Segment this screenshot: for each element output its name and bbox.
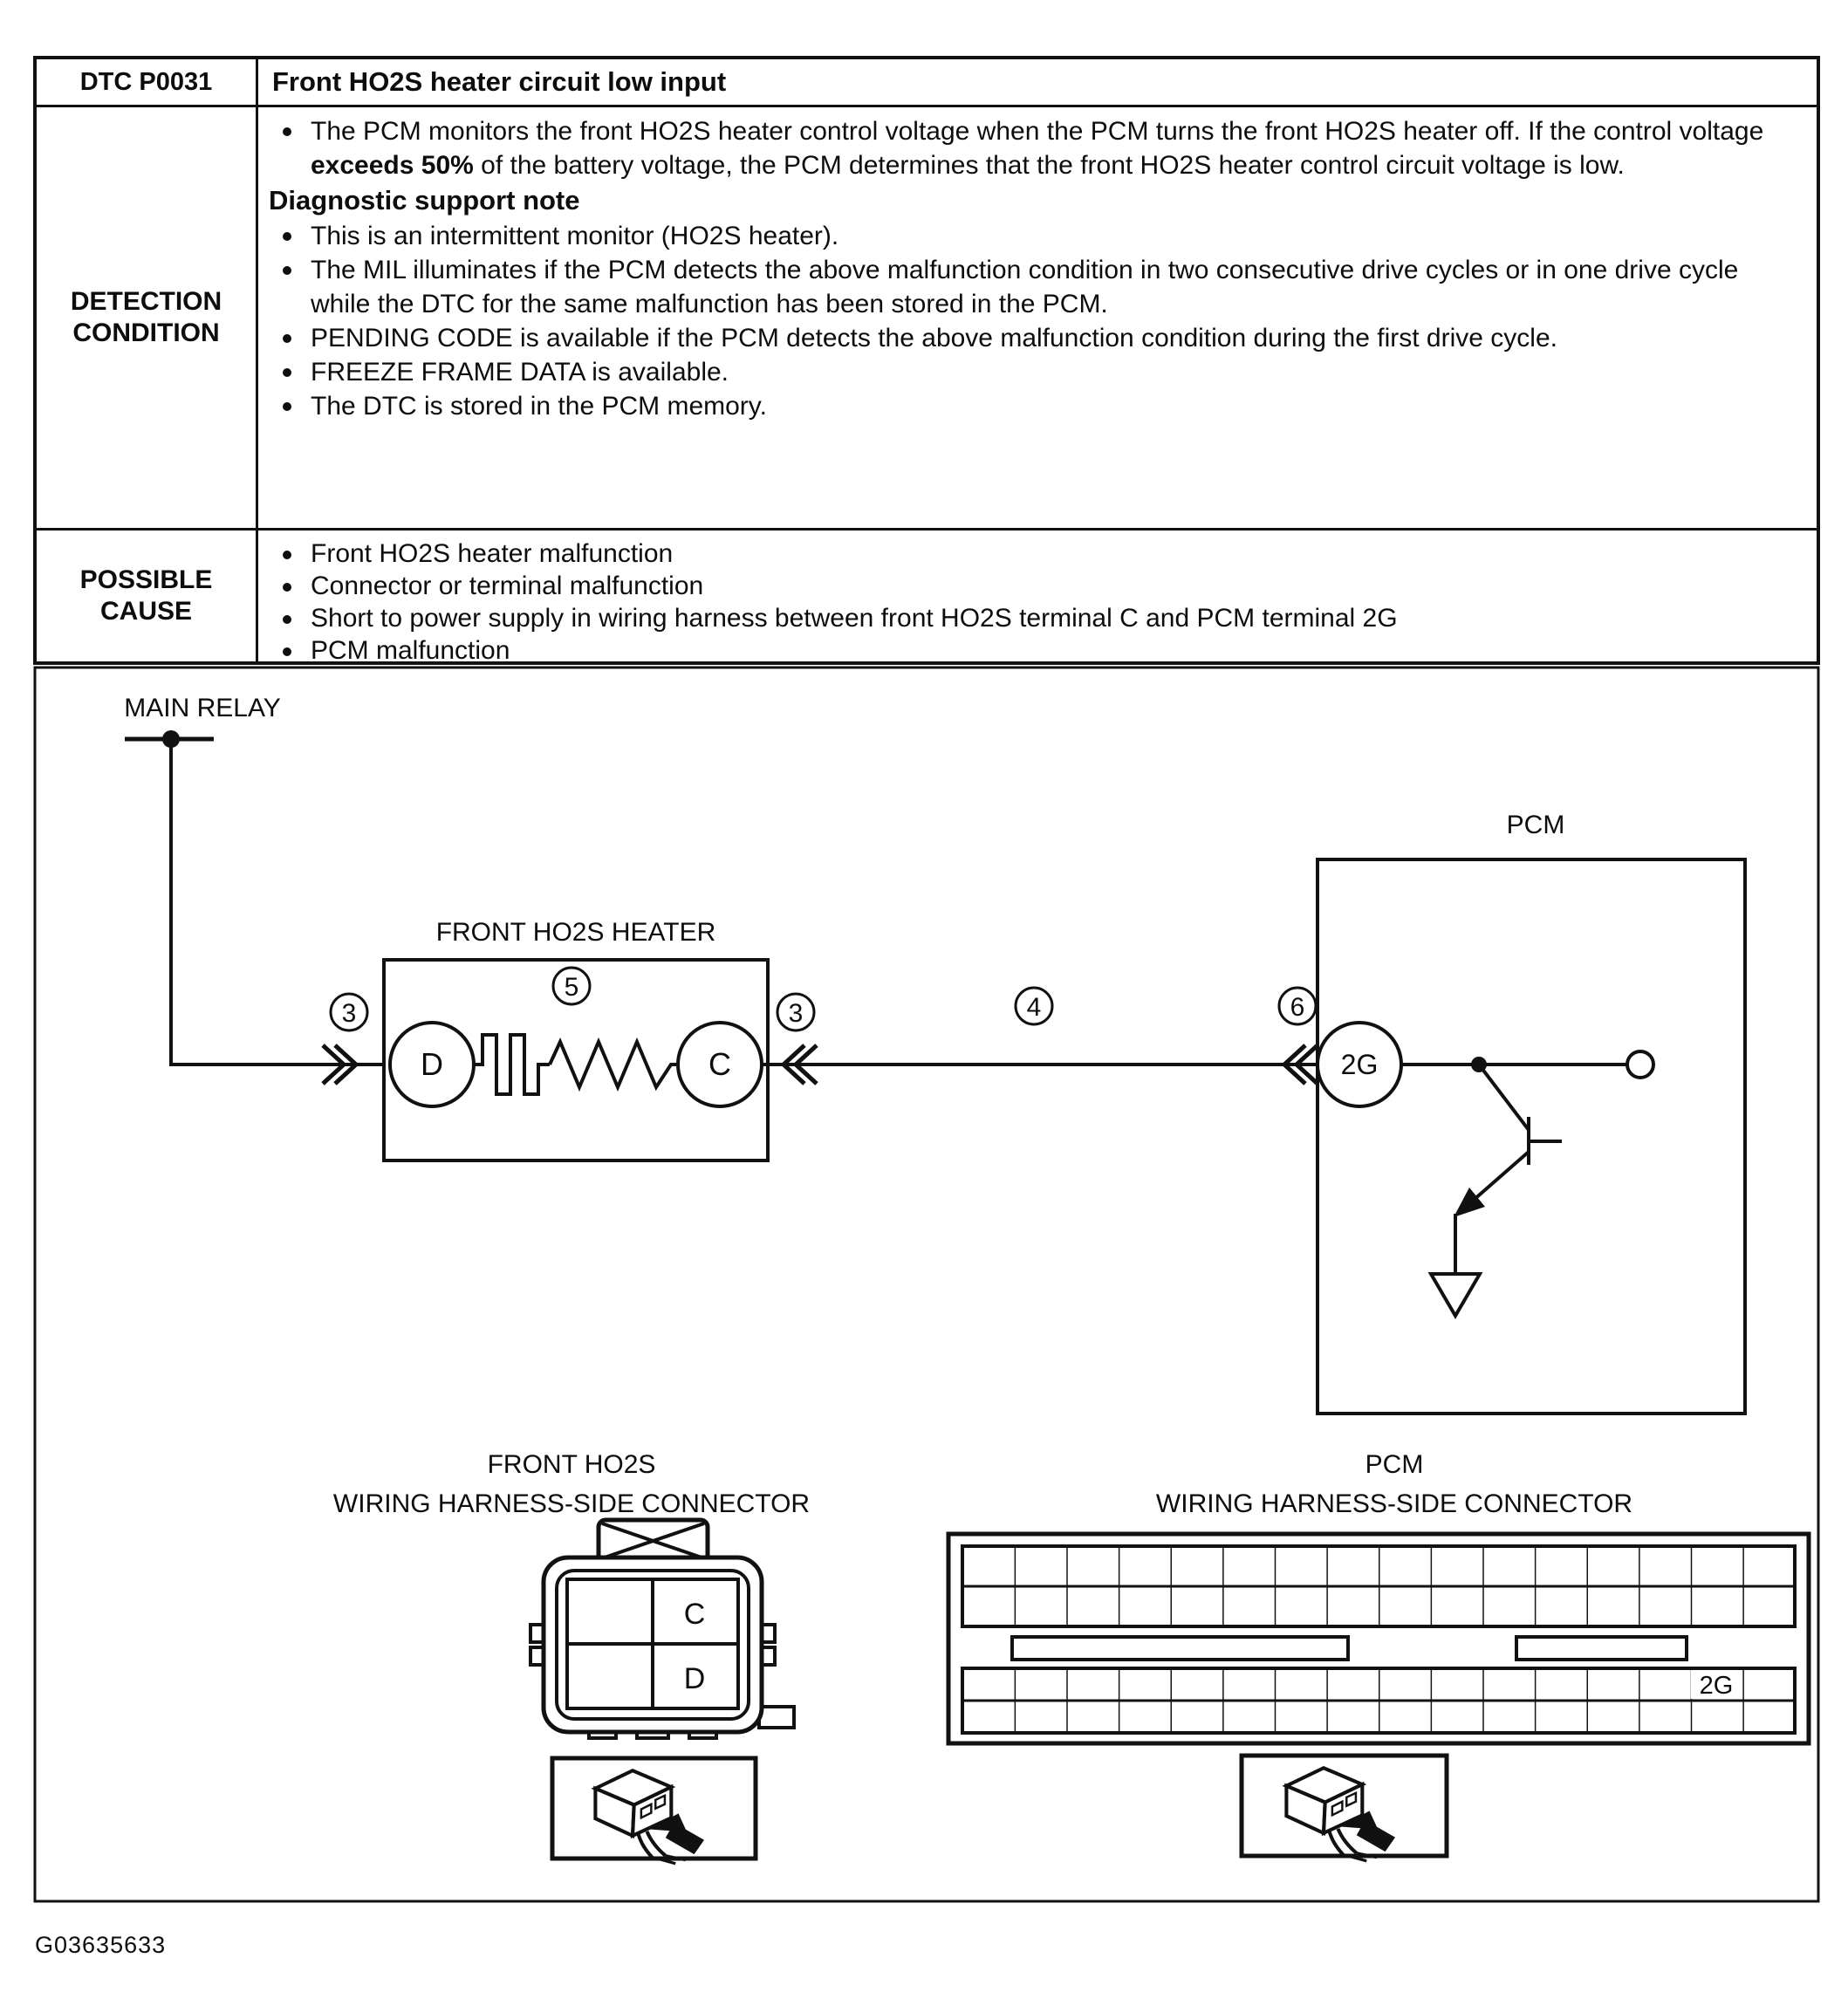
wiring-diagram-svg (33, 666, 1820, 1903)
pcm-box (1318, 859, 1745, 1414)
connector-slot (1012, 1637, 1348, 1660)
detection-condition-label: DETECTION CONDITION (37, 107, 258, 528)
pcm-block (1318, 811, 1745, 1414)
cause-bullet: PCM malfunction (269, 634, 1796, 667)
front-ho2s-connector-view (333, 1450, 810, 1864)
heater-label: FRONT HO2S HEATER (435, 918, 716, 947)
main-relay-label: MAIN RELAY (124, 694, 281, 722)
intro-post: of the battery voltage, the PCM determines that the front HO2S heater control circuit voltage is low. (473, 151, 1625, 180)
callout-6: 6 (1290, 993, 1305, 1022)
callout-5: 5 (564, 973, 579, 1002)
wiring-diagram (33, 666, 1820, 1903)
pcm-label: PCM (1506, 811, 1565, 839)
figure-id: G03635633 (35, 1932, 167, 1958)
front-connector-title-line1: FRONT HO2S (487, 1450, 656, 1479)
terminal-c-label: C (708, 1046, 731, 1082)
detection-bullet: FREEZE FRAME DATA is available. (269, 355, 1796, 389)
detection-bullet: This is an intermittent monitor (HO2S heater). (269, 219, 1796, 253)
detection-bullet: The DTC is stored in the PCM memory. (269, 389, 1796, 423)
pin-c-label: C (683, 1598, 706, 1631)
diagnostic-support-note-heading: Diagnostic support note (269, 185, 580, 216)
callout-3-left: 3 (341, 999, 357, 1028)
detection-bullet: The MIL illuminates if the PCM detects the above malfunction condition in two consecutive drive cycles or in one drive cycle while the DTC for the same malfunction has been stored in the PCM. (269, 253, 1796, 321)
pin-2g-label: 2G (1699, 1672, 1734, 1700)
detection-intro-bullet (269, 114, 1796, 182)
possible-cause-label: POSSIBLE CAUSE (37, 531, 258, 661)
dtc-title: Front HO2S heater circuit low input (272, 66, 727, 97)
possible-cause-content (258, 531, 1817, 665)
pcm-connector-view (948, 1450, 1809, 1861)
terminal-2g-label: 2G (1340, 1049, 1379, 1080)
intro-bold: exceeds 50% (311, 151, 474, 180)
pcm-connector-title-line1: PCM (1365, 1450, 1424, 1479)
open-terminal-circle (1627, 1051, 1653, 1078)
callout-3-right: 3 (788, 999, 804, 1028)
front-ho2s-heater (384, 918, 768, 1160)
pcm-connector-title-line2: WIRING HARNESS-SIDE CONNECTOR (1155, 1489, 1633, 1518)
detection-bullet-list (269, 219, 1796, 423)
dtc-table (33, 56, 1820, 665)
detection-intro-list (269, 114, 1796, 182)
terminal-d-label: D (421, 1046, 443, 1082)
callout-4: 4 (1026, 993, 1042, 1022)
cause-bullet: Front HO2S heater malfunction (269, 537, 1796, 570)
front-connector-title-line2: WIRING HARNESS-SIDE CONNECTOR (332, 1489, 811, 1518)
dtc-code: DTC P0031 (37, 59, 258, 105)
detection-condition-content (258, 107, 1817, 528)
possible-cause-list (269, 537, 1796, 667)
connector-foot-tab (759, 1707, 794, 1728)
intro-pre: The PCM monitors the front HO2S heater control voltage when the PCM turns the front HO2S heater off. If the control voltage (311, 117, 1764, 146)
cause-bullet: Connector or terminal malfunction (269, 570, 1796, 602)
connector-slot (1516, 1637, 1687, 1660)
pin-d-label: D (683, 1662, 706, 1695)
detection-bullet: PENDING CODE is available if the PCM detects the above malfunction condition during the first drive cycle. (269, 321, 1796, 355)
cause-bullet: Short to power supply in wiring harness between front HO2S terminal C and PCM terminal 2G (269, 602, 1796, 634)
